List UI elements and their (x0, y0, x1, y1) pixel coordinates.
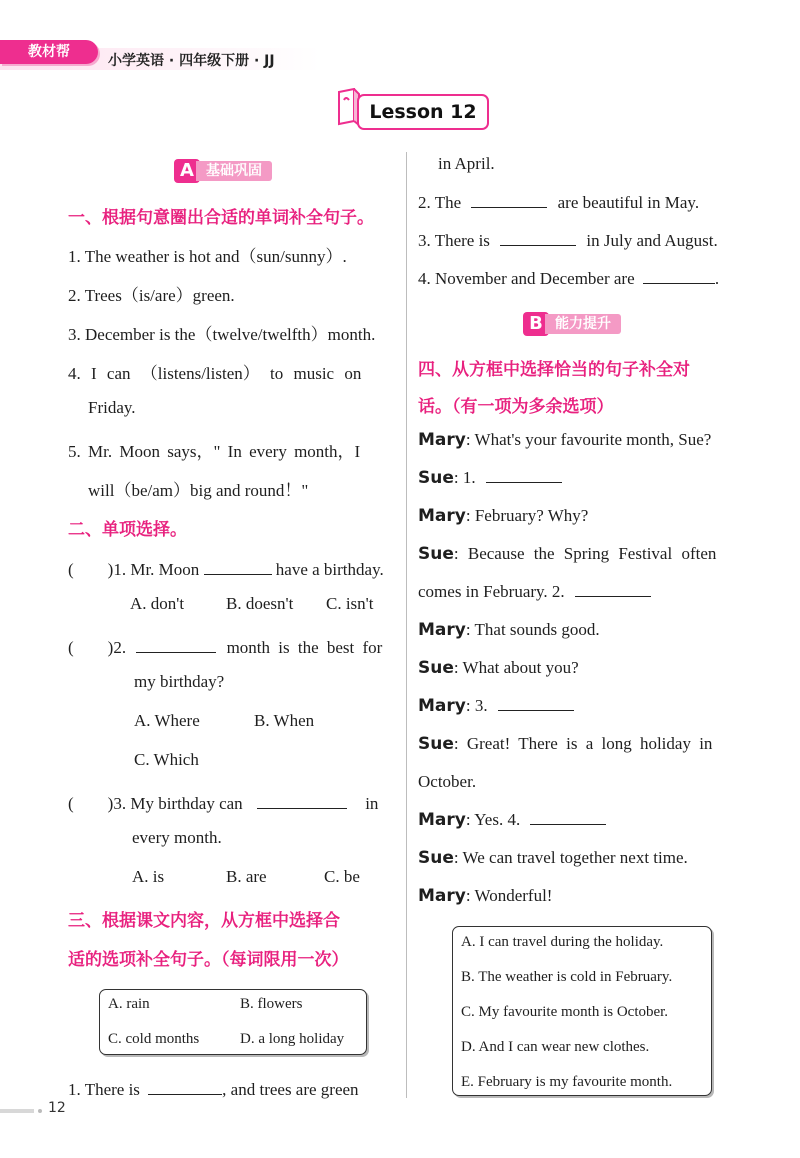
dialogue-text-7: : 3. (465, 696, 488, 715)
part1-item-4-cont: Friday. (88, 398, 136, 417)
dialogue-blank-2[interactable] (575, 582, 651, 597)
dialogue-blank-3[interactable] (498, 696, 574, 711)
q3-option-c: C. be (324, 867, 360, 886)
part3-item-1 (68, 1080, 359, 1100)
q2-stem-b: month is the best for (226, 638, 383, 657)
dialogue-text-8: : Great! There is a long holiday in (453, 734, 713, 753)
part2-title: 二、单项选择。 (68, 520, 187, 540)
speaker-mary: Mary (418, 810, 466, 830)
part1-item-5-cont: will（be/am）big and round！" (88, 481, 309, 500)
dialogue-line-7 (418, 696, 574, 716)
part3-item-1-blank[interactable] (148, 1080, 222, 1095)
q2-option-a: A. Where (134, 711, 200, 730)
part3-item-3 (418, 231, 718, 251)
part4-box-option-d: D. And I can wear new clothes. (461, 1039, 650, 1055)
q1-stem-a: ( )1. Mr. Moon (68, 560, 200, 579)
part3-word-box (99, 989, 367, 1055)
part3-box-option-c: C. cold months (108, 1031, 200, 1047)
footer-dot (38, 1109, 42, 1113)
part3-item-4 (418, 269, 719, 289)
book-title: 小学英语 · 四年级下册 · JJ (108, 53, 275, 69)
q2-blank[interactable] (136, 638, 216, 653)
dialogue-blank-1[interactable] (486, 468, 562, 483)
part1-item-1: 1. The weather is hot and（sun/sunny）. (68, 247, 347, 266)
q2-option-b: B. When (254, 711, 315, 730)
dialogue-text-10: : We can travel together next time. (453, 848, 688, 867)
dialogue-line-1 (418, 430, 711, 450)
dialogue-blank-4[interactable] (530, 810, 606, 825)
section-a-label: 基础巩固 (196, 161, 272, 181)
dialogue-line-4-cont (418, 582, 651, 602)
part4-box-option-a: A. I can travel during the holiday. (461, 934, 664, 950)
footer-dash (0, 1109, 34, 1113)
q3-option-b: B. are (226, 867, 267, 886)
part4-title-line2: 话。（有一项为多余选项） (418, 397, 614, 417)
part3-item-1-b: , and trees are green (222, 1080, 359, 1099)
part3-item-4-blank[interactable] (643, 269, 715, 284)
part3-item-4-a: 4. November and December are (418, 269, 635, 288)
part1-item-4: 4. I can （listens/listen） to music on (68, 364, 362, 383)
dialogue-text-4: : Because the Spring Festival often (453, 544, 717, 563)
dialogue-text-4-cont: comes in February. 2. (418, 582, 565, 601)
q3-stem-c: every month. (132, 828, 222, 847)
q1-blank[interactable] (204, 560, 272, 575)
q2-option-c: C. Which (134, 750, 199, 769)
part1-item-2: 2. Trees（is/are）green. (68, 286, 235, 305)
lesson-title: Lesson 12 (357, 94, 489, 130)
dialogue-line-10 (418, 848, 688, 868)
q2-stem-c: my birthday? (134, 672, 225, 691)
part3-item-3-blank[interactable] (500, 231, 576, 246)
q3-stem-b: in (365, 794, 379, 813)
page-number: 12 (48, 1100, 66, 1116)
speaker-mary: Mary (418, 696, 466, 716)
part3-box-option-b: B. flowers (240, 996, 303, 1012)
book-tag: 教材帮 (0, 40, 98, 64)
part4-sentence-box (452, 926, 712, 1096)
dialogue-text-5: : That sounds good. (465, 620, 600, 639)
part3-item-3-b: in July and August. (586, 231, 718, 250)
dialogue-text-3: : February? Why? (465, 506, 589, 525)
speaker-sue: Sue (418, 734, 454, 754)
speaker-mary: Mary (418, 620, 466, 640)
section-b-badge (523, 312, 653, 336)
part4-title-line1: 四、从方框中选择恰当的句子补全对 (418, 360, 690, 380)
part1-item-5: 5. Mr. Moon says，" In every month，I (68, 442, 361, 461)
dialogue-line-8 (418, 734, 712, 754)
q1-stem (68, 555, 384, 580)
dialogue-text-2: : 1. (453, 468, 476, 487)
dialogue-line-6 (418, 658, 579, 678)
q3-stem-a: ( )3. My birthday can (68, 794, 243, 813)
part3-item-2-b: are beautiful in May. (557, 193, 700, 212)
q2-stem (68, 633, 382, 658)
dialogue-line-2 (418, 468, 562, 488)
q1-option-c: C. isn't (326, 594, 374, 613)
part3-item-2-blank[interactable] (471, 193, 547, 208)
q3-blank[interactable] (257, 794, 347, 809)
section-b-letter: B (523, 312, 549, 336)
speaker-mary: Mary (418, 886, 466, 906)
q3-stem (68, 789, 378, 814)
section-a-letter: A (174, 159, 200, 183)
dialogue-line-11 (418, 886, 552, 906)
speaker-sue: Sue (418, 848, 454, 868)
q1-option-b: B. doesn't (226, 594, 294, 613)
speaker-mary: Mary (418, 430, 466, 450)
dialogue-line-8-cont: October. (418, 772, 477, 791)
part4-box-option-c: C. My favourite month is October. (461, 1004, 669, 1020)
q1-option-a: A. don't (130, 594, 185, 613)
section-a-badge (174, 159, 304, 183)
part1-item-3: 3. December is the（twelve/twelfth）month. (68, 325, 376, 344)
section-b-label: 能力提升 (545, 314, 621, 334)
q2-stem-a: ( )2. (68, 638, 127, 657)
dialogue-line-5 (418, 620, 600, 640)
dialogue-line-3 (418, 506, 588, 526)
speaker-sue: Sue (418, 468, 454, 488)
q1-stem-b: have a birthday. (275, 560, 384, 579)
part3-item-1-a: 1. There is (68, 1080, 140, 1099)
dialogue-text-1: : What's your favourite month, Sue? (465, 430, 712, 449)
column-divider (406, 152, 407, 1098)
speaker-sue: Sue (418, 544, 454, 564)
part3-item-3-a: 3. There is (418, 231, 490, 250)
part3-item-4-b: . (714, 269, 720, 288)
part4-box-option-b: B. The weather is cold in February. (461, 969, 673, 985)
part3-item-2 (418, 193, 699, 213)
speaker-mary: Mary (418, 506, 466, 526)
dialogue-text-11: : Wonderful! (465, 886, 553, 905)
dialogue-line-9 (418, 810, 606, 830)
part1-title: 一、根据句意圈出合适的单词补全句子。 (68, 208, 374, 228)
part3-item-1-cont: in April. (438, 154, 495, 173)
part4-box-option-e: E. February is my favourite month. (461, 1074, 673, 1090)
part3-box-option-a: A. rain (108, 996, 150, 1012)
part3-title-line1: 三、根据课文内容，从方框中选择合 (68, 911, 340, 931)
speaker-sue: Sue (418, 658, 454, 678)
dialogue-text-6: : What about you? (453, 658, 579, 677)
part3-item-2-a: 2. The (418, 193, 462, 212)
q3-option-a: A. is (132, 867, 165, 886)
part3-box-option-d: D. a long holiday (240, 1031, 345, 1047)
dialogue-text-9: : Yes. 4. (465, 810, 521, 829)
part3-title-line2: 适的选项补全句子。（每词限用一次） (68, 950, 349, 970)
dialogue-line-4 (418, 544, 716, 564)
